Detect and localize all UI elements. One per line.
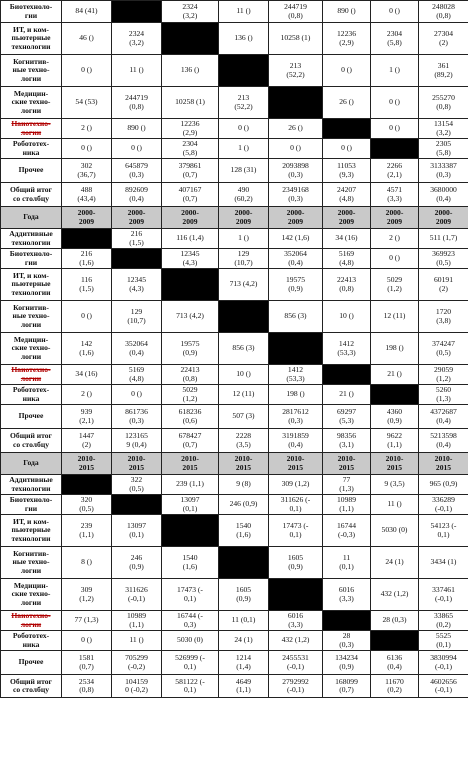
row-label: Когнитив- ные техно- логии (1, 55, 62, 87)
year-cell: 2000- 2009 (419, 207, 468, 229)
row-label: Медицин- ские техно- логии (1, 579, 62, 611)
value-cell: 24207 (4,8) (323, 183, 371, 207)
value-cell: 246 (0,9) (112, 547, 162, 579)
value-cell: 5525 (0,1) (419, 631, 468, 651)
value-cell: 9 (8) (219, 475, 269, 495)
table-row (1, 159, 468, 183)
value-cell: 1412 (53,3) (269, 365, 323, 385)
value-cell: 248028 (0,8) (419, 1, 468, 23)
value-cell: 352064 (0,4) (112, 333, 162, 365)
value-cell: 22413 (0,8) (323, 269, 371, 301)
row-label: Года (1, 207, 62, 229)
value-cell: 2 () (62, 385, 112, 405)
value-cell: 678427 (0,7) (162, 429, 219, 453)
value-cell: 0 () (219, 119, 269, 139)
value-cell: 12345 (4,3) (112, 269, 162, 301)
value-cell: 892609 (0,4) (112, 183, 162, 207)
row-label: Нанотехно- логии (1, 611, 62, 631)
diagonal-cell (62, 229, 112, 249)
value-cell: 10989 (1,1) (323, 495, 371, 515)
value-cell: 0 () (323, 139, 371, 159)
table-row (1, 269, 468, 301)
value-cell: 54123 (- 0,1) (419, 515, 468, 547)
value-cell: 10989 (1,1) (112, 611, 162, 631)
value-cell: 13097 (0,1) (112, 515, 162, 547)
value-cell: 213 (52,2) (269, 55, 323, 87)
table-row (1, 675, 468, 698)
year-cell: 2010- 2015 (419, 453, 468, 475)
value-cell: 1 () (219, 229, 269, 249)
row-label: Аддитивные технологии (1, 229, 62, 249)
value-cell: 0 () (62, 139, 112, 159)
row-label: Биотехноло- гии (1, 1, 62, 23)
value-cell: 490 (60,2) (219, 183, 269, 207)
value-cell: 10258 (1) (269, 23, 323, 55)
row-label: Года (1, 453, 62, 475)
value-cell: 11 (0,1) (323, 547, 371, 579)
value-cell: 244719 (0,8) (269, 1, 323, 23)
value-cell: 352064 (0,4) (269, 249, 323, 269)
diagonal-cell (112, 249, 162, 269)
value-cell: 526999 (- 0,1) (162, 651, 219, 675)
year-cell: 2010- 2015 (371, 453, 419, 475)
value-cell: 255270 (0,8) (419, 87, 468, 119)
value-cell: 12 (11) (219, 385, 269, 405)
value-cell: 3830994 (-0,1) (419, 651, 468, 675)
diagonal-cell (62, 475, 112, 495)
table-row (1, 55, 468, 87)
table-row (1, 139, 468, 159)
value-cell: 511 (1,7) (419, 229, 468, 249)
value-cell: 123165 9 (0,4) (112, 429, 162, 453)
value-cell: 46 () (62, 23, 112, 55)
value-cell: 1214 (1,4) (219, 651, 269, 675)
table-row (1, 631, 468, 651)
value-cell: 2792992 (-0,1) (269, 675, 323, 698)
value-cell: 2 () (371, 229, 419, 249)
value-cell: 5169 (4,8) (323, 249, 371, 269)
value-cell: 0 () (112, 139, 162, 159)
value-cell: 239 (1,1) (162, 475, 219, 495)
value-cell: 10 () (219, 365, 269, 385)
value-cell: 618236 (0,6) (162, 405, 219, 429)
value-cell: 116 (1,4) (162, 229, 219, 249)
value-cell: 1 () (371, 55, 419, 87)
table-row (1, 611, 468, 631)
value-cell: 198 () (371, 333, 419, 365)
value-cell: 6016 (3,3) (269, 611, 323, 631)
diagonal-cell (219, 547, 269, 579)
value-cell: 2324 (3,2) (112, 23, 162, 55)
value-cell: 4602656 (-0,1) (419, 675, 468, 698)
row-label: Общий итог со столбцу (1, 675, 62, 698)
value-cell: 320 (0,5) (62, 495, 112, 515)
value-cell: 27304 (2) (419, 23, 468, 55)
value-cell: 336289 (-0,1) (419, 495, 468, 515)
value-cell: 645879 (0,3) (112, 159, 162, 183)
year-cell: 2000- 2009 (371, 207, 419, 229)
value-cell: 24 (1) (371, 547, 419, 579)
row-label: ИТ, и ком- пьютерные технологии (1, 23, 62, 55)
value-cell: 54 (53) (62, 87, 112, 119)
year-cell: 2010- 2015 (112, 453, 162, 475)
year-cell: 2000- 2009 (112, 207, 162, 229)
year-cell: 2000- 2009 (323, 207, 371, 229)
row-label: Нанотехно- логии (1, 365, 62, 385)
value-cell: 11 () (112, 631, 162, 651)
value-cell: 13154 (3,2) (419, 119, 468, 139)
value-cell: 17473 (- 0,1) (269, 515, 323, 547)
years-header-row (1, 453, 468, 475)
value-cell: 5030 (0) (162, 631, 219, 651)
row-label: Когнитив- ные техно- логии (1, 301, 62, 333)
value-cell: 11 () (219, 1, 269, 23)
value-cell: 1540 (1,6) (162, 547, 219, 579)
value-cell: 432 (1,2) (269, 631, 323, 651)
value-cell: 13097 (0,1) (162, 495, 219, 515)
year-cell: 2010- 2015 (269, 453, 323, 475)
row-label: Общий итог со столбцу (1, 183, 62, 207)
value-cell: 19575 (0,9) (162, 333, 219, 365)
value-cell: 2324 (3,2) (162, 1, 219, 23)
value-cell: 198 () (269, 385, 323, 405)
value-cell: 311626 (-0,1) (112, 579, 162, 611)
value-cell: 129 (10,7) (112, 301, 162, 333)
diagonal-cell (162, 269, 219, 301)
row-label: Робототех- ника (1, 139, 62, 159)
value-cell: 713 (4,2) (162, 301, 219, 333)
value-cell: 311626 (- 0,1) (269, 495, 323, 515)
value-cell: 134234 (0,9) (323, 651, 371, 675)
value-cell: 29059 (1,2) (419, 365, 468, 385)
row-label: ИТ, и ком- пьютерные технологии (1, 515, 62, 547)
value-cell: 1 () (219, 139, 269, 159)
value-cell: 488 (43,4) (62, 183, 112, 207)
value-cell: 432 (1,2) (371, 579, 419, 611)
value-cell: 361 (89,2) (419, 55, 468, 87)
value-cell: 11 () (371, 495, 419, 515)
value-cell: 16744 (- 0,3) (162, 611, 219, 631)
value-cell: 407167 (0,7) (162, 183, 219, 207)
value-cell: 11 () (112, 55, 162, 87)
row-label: Робототех- ника (1, 631, 62, 651)
value-cell: 3680000 (0,4) (419, 183, 468, 207)
value-cell: 856 (3) (219, 333, 269, 365)
value-cell: 5213598 (0,4) (419, 429, 468, 453)
row-label: Когнитив- ные техно- логии (1, 547, 62, 579)
value-cell: 12236 (2,9) (162, 119, 219, 139)
year-cell: 2000- 2009 (62, 207, 112, 229)
row-label: Медицин- ские техно- логии (1, 87, 62, 119)
value-cell: 861736 (0,3) (112, 405, 162, 429)
value-cell: 84 (41) (62, 1, 112, 23)
value-cell: 16744 (-0,3) (323, 515, 371, 547)
value-cell: 507 (3) (219, 405, 269, 429)
value-cell: 21 () (323, 385, 371, 405)
diagonal-cell (112, 495, 162, 515)
year-cell: 2000- 2009 (219, 207, 269, 229)
year-cell: 2000- 2009 (162, 207, 219, 229)
year-cell: 2010- 2015 (219, 453, 269, 475)
value-cell: 213 (52,2) (219, 87, 269, 119)
row-label: Прочее (1, 405, 62, 429)
table-row (1, 229, 468, 249)
value-cell: 0 () (323, 55, 371, 87)
diagonal-cell (323, 365, 371, 385)
value-cell: 890 () (112, 119, 162, 139)
value-cell: 1540 (1,6) (219, 515, 269, 547)
value-cell: 369923 (0,5) (419, 249, 468, 269)
value-cell: 309 (1,2) (269, 475, 323, 495)
table-row (1, 651, 468, 675)
row-label: Биотехноло- гии (1, 249, 62, 269)
value-cell: 1720 (3,8) (419, 301, 468, 333)
value-cell: 60191 (2) (419, 269, 468, 301)
value-cell: 3191859 (0,4) (269, 429, 323, 453)
value-cell: 11053 (9,3) (323, 159, 371, 183)
diagonal-cell (371, 631, 419, 651)
value-cell: 5029 (1,2) (162, 385, 219, 405)
value-cell: 2534 (0,8) (62, 675, 112, 698)
value-cell: 4649 (1,1) (219, 675, 269, 698)
value-cell: 5260 (1,3) (419, 385, 468, 405)
value-cell: 2 () (62, 119, 112, 139)
value-cell: 24 (1) (219, 631, 269, 651)
value-cell: 0 () (371, 87, 419, 119)
value-cell: 136 () (219, 23, 269, 55)
value-cell: 4571 (3,3) (371, 183, 419, 207)
value-cell: 0 () (269, 139, 323, 159)
value-cell: 374247 (0,5) (419, 333, 468, 365)
table-row (1, 429, 468, 453)
year-cell: 2010- 2015 (323, 453, 371, 475)
table-row (1, 405, 468, 429)
year-cell: 2010- 2015 (162, 453, 219, 475)
value-cell: 22413 (0,8) (162, 365, 219, 385)
year-cell: 2010- 2015 (62, 453, 112, 475)
value-cell: 10258 (1) (162, 87, 219, 119)
table-row (1, 333, 468, 365)
diagonal-cell (219, 55, 269, 87)
diagonal-cell (269, 579, 323, 611)
value-cell: 6016 (3,3) (323, 579, 371, 611)
value-cell: 9 (3,5) (371, 475, 419, 495)
value-cell: 34 (16) (323, 229, 371, 249)
value-cell: 246 (0,9) (219, 495, 269, 515)
value-cell: 244719 (0,8) (112, 87, 162, 119)
table-row (1, 495, 468, 515)
value-cell: 104159 0 (-0,2) (112, 675, 162, 698)
value-cell: 1581 (0,7) (62, 651, 112, 675)
value-cell: 28 (0,3) (371, 611, 419, 631)
value-cell: 129 (10,7) (219, 249, 269, 269)
value-cell: 0 () (62, 55, 112, 87)
value-cell: 142 (1,6) (269, 229, 323, 249)
value-cell: 69297 (5,3) (323, 405, 371, 429)
table-row (1, 475, 468, 495)
value-cell: 0 () (112, 385, 162, 405)
value-cell: 11 (0,1) (219, 611, 269, 631)
diagonal-cell (323, 611, 371, 631)
value-cell: 10 () (323, 301, 371, 333)
years-header-row (1, 207, 468, 229)
diagonal-cell (371, 139, 419, 159)
value-cell: 3133387 (0,3) (419, 159, 468, 183)
row-label: Биотехноло- гии (1, 495, 62, 515)
table-row (1, 365, 468, 385)
value-cell: 3434 (1) (419, 547, 468, 579)
value-cell: 128 (31) (219, 159, 269, 183)
value-cell: 2228 (3,5) (219, 429, 269, 453)
value-cell: 0 () (62, 631, 112, 651)
value-cell: 856 (3) (269, 301, 323, 333)
table-row (1, 87, 468, 119)
value-cell: 168099 (0,7) (323, 675, 371, 698)
value-cell: 142 (1,6) (62, 333, 112, 365)
value-cell: 34 (16) (62, 365, 112, 385)
value-cell: 26 () (269, 119, 323, 139)
table-row (1, 1, 468, 23)
table-row (1, 579, 468, 611)
diagonal-cell (112, 1, 162, 23)
value-cell: 17473 (- 0,1) (162, 579, 219, 611)
value-cell: 216 (1,6) (62, 249, 112, 269)
row-label: ИТ, и ком- пьютерные технологии (1, 269, 62, 301)
value-cell: 98356 (3,1) (323, 429, 371, 453)
value-cell: 0 () (62, 301, 112, 333)
value-cell: 19575 (0,9) (269, 269, 323, 301)
diagonal-cell (162, 23, 219, 55)
diagonal-cell (323, 119, 371, 139)
table-row (1, 249, 468, 269)
row-label: Медицин- ские техно- логии (1, 333, 62, 365)
value-cell: 2304 (5,8) (162, 139, 219, 159)
diagonal-cell (269, 87, 323, 119)
value-cell: 379861 (0,7) (162, 159, 219, 183)
value-cell: 337461 (-0,1) (419, 579, 468, 611)
value-cell: 0 () (371, 119, 419, 139)
value-cell: 136 () (162, 55, 219, 87)
value-cell: 1412 (53,3) (323, 333, 371, 365)
value-cell: 216 (1,5) (112, 229, 162, 249)
value-cell: 12 (11) (371, 301, 419, 333)
value-cell: 1447 (2) (62, 429, 112, 453)
value-cell: 5169 (4,8) (112, 365, 162, 385)
value-cell: 2349168 (0,3) (269, 183, 323, 207)
row-label: Общий итог со столбцу (1, 429, 62, 453)
value-cell: 12345 (4,3) (162, 249, 219, 269)
value-cell: 116 (1,5) (62, 269, 112, 301)
value-cell: 2305 (5,8) (419, 139, 468, 159)
table-row (1, 515, 468, 547)
value-cell: 2266 (2,1) (371, 159, 419, 183)
row-label: Робототех- ника (1, 385, 62, 405)
value-cell: 8 () (62, 547, 112, 579)
value-cell: 12236 (2,9) (323, 23, 371, 55)
value-cell: 890 () (323, 1, 371, 23)
value-cell: 77 (1,3) (323, 475, 371, 495)
value-cell: 581122 (- 0,1) (162, 675, 219, 698)
value-cell: 4360 (0,9) (371, 405, 419, 429)
table-row (1, 301, 468, 333)
value-cell: 11670 (0,2) (371, 675, 419, 698)
diagonal-cell (371, 385, 419, 405)
value-cell: 302 (36,7) (62, 159, 112, 183)
value-cell: 1605 (0,9) (219, 579, 269, 611)
value-cell: 0 () (371, 1, 419, 23)
value-cell: 322 (0,5) (112, 475, 162, 495)
value-cell: 5030 (0) (371, 515, 419, 547)
diagonal-cell (269, 333, 323, 365)
row-label: Аддитивные технологии (1, 475, 62, 495)
value-cell: 5029 (1,2) (371, 269, 419, 301)
value-cell: 939 (2,1) (62, 405, 112, 429)
table-row (1, 183, 468, 207)
value-cell: 2304 (5,8) (371, 23, 419, 55)
value-cell: 9622 (1,1) (371, 429, 419, 453)
row-label: Прочее (1, 159, 62, 183)
value-cell: 4372687 (0,4) (419, 405, 468, 429)
value-cell: 21 () (371, 365, 419, 385)
table-row (1, 547, 468, 579)
value-cell: 2093898 (0,3) (269, 159, 323, 183)
value-cell: 713 (4,2) (219, 269, 269, 301)
value-cell: 309 (1,2) (62, 579, 112, 611)
year-cell: 2000- 2009 (269, 207, 323, 229)
value-cell: 33865 (0,2) (419, 611, 468, 631)
value-cell: 2455531 (-0,1) (269, 651, 323, 675)
value-cell: 77 (1,3) (62, 611, 112, 631)
table-row (1, 385, 468, 405)
row-label: Нанотехно- логии (1, 119, 62, 139)
value-cell: 965 (0,9) (419, 475, 468, 495)
value-cell: 26 () (323, 87, 371, 119)
table-body (1, 1, 468, 698)
value-cell: 239 (1,1) (62, 515, 112, 547)
value-cell: 0 () (371, 249, 419, 269)
table-row (1, 23, 468, 55)
value-cell: 6136 (0,4) (371, 651, 419, 675)
value-cell: 1605 (0,9) (269, 547, 323, 579)
row-label: Прочее (1, 651, 62, 675)
diagonal-cell (162, 515, 219, 547)
value-cell: 28 (0,3) (323, 631, 371, 651)
diagonal-cell (219, 301, 269, 333)
value-cell: 2817612 (0,3) (269, 405, 323, 429)
table-row (1, 119, 468, 139)
value-cell: 705299 (-0,2) (112, 651, 162, 675)
